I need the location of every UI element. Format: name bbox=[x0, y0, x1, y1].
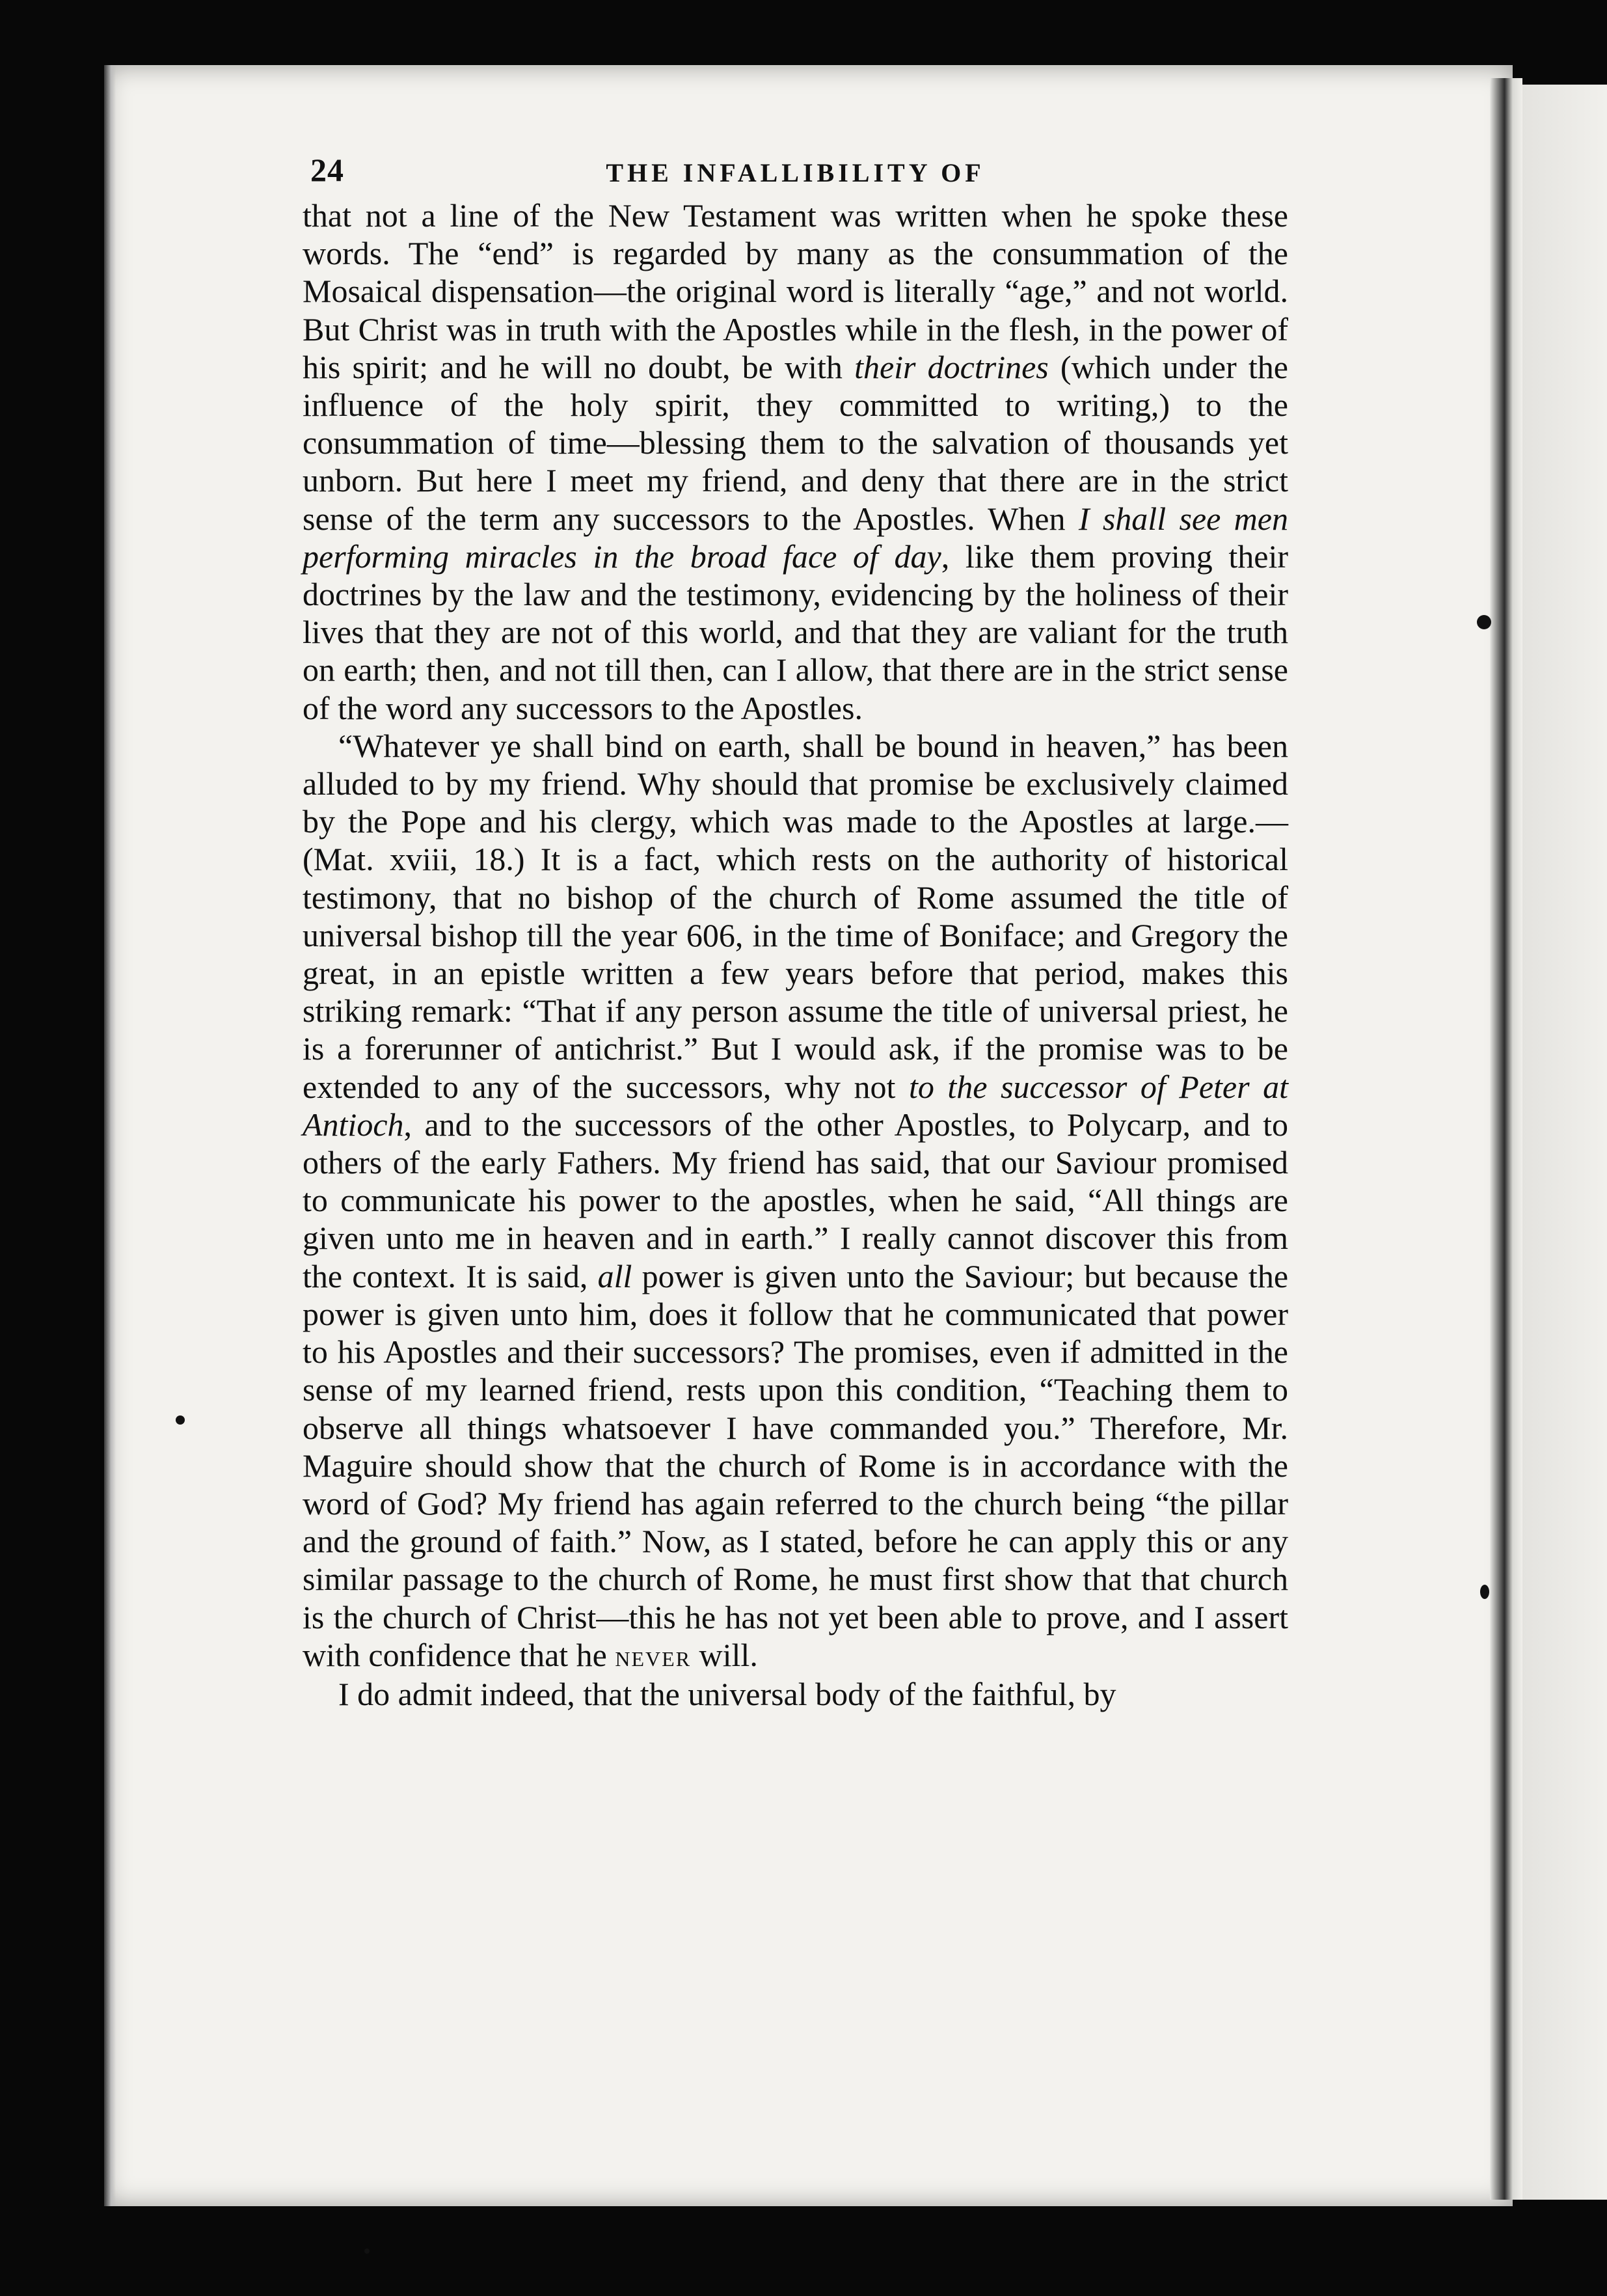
margin-speck bbox=[1480, 1585, 1489, 1599]
text-run: (which under the influence of the holy spirit, they committed to writing,) to the consummation of time—blessing them to the salvation of thousands yet unborn. But here I meet my friend, and deny that there are in the strict sense of the term any successors to the Apostles. When bbox=[303, 348, 1289, 537]
paragraph bbox=[303, 197, 1288, 727]
text-run: will. bbox=[691, 1636, 758, 1673]
running-header bbox=[303, 151, 1288, 197]
page-number: 24 bbox=[310, 152, 344, 188]
margin-speck bbox=[1477, 615, 1491, 629]
facing-page-edge bbox=[1522, 85, 1607, 2200]
italic-text: their doctrines bbox=[854, 348, 1049, 385]
paragraph bbox=[303, 1675, 1288, 1713]
text-run: “Whatever ye shall bind on earth, shall be bound in heaven,” has been alluded to by my friend. Why should that promise be exclusively claimed by the Pope and his clergy, which was made to the Apostles at large.—(Mat. xviii, 18.) It is a fact, which rests on the authority of historical testimony, that no bishop of the church of Rome assumed the title of universal bishop till the year 606, in the time of Boniface; and Gregory the great, in an epistle written a few years before that period, makes this striking remark: “That if any person assume the title of universal priest, he is a forerunner of antichrist.” But I would ask, if the promise was to be extended to any of the successors, why not bbox=[303, 727, 1288, 1105]
italic-text: I shall see men performing miracles in the broad face of day bbox=[303, 500, 1288, 575]
margin-speck bbox=[176, 1415, 185, 1425]
running-title: THE INFALLIBILITY OF bbox=[606, 158, 985, 187]
paragraph bbox=[303, 727, 1288, 1675]
text-run: that not a line of the New Testament was written when he spoke these words. The “end” is regarded by many as the consummation of the Mosaical dispensation—the original word is literally “age,” and not world. But Christ was in truth with the Apostles while in the flesh, in the power of his spirit; and he will no doubt, be with bbox=[303, 197, 1288, 385]
italic-text: all bbox=[597, 1257, 632, 1294]
italic-text: to the successor of Peter at Antioch bbox=[303, 1068, 1288, 1143]
text-run: power is given unto the Saviour; but because the power is given unto him, does it follow that he communicated that power to his Apostles and their successors? The promises, even if admitted in the sense of my learned friend, rests upon this condition, “Teaching them to observe all things whatsoever I have commanded you.” Therefore, Mr. Maguire should show that the church of Rome is in accordance with the word of God? My friend has again referred to the church being “the pillar and the ground of faith.” Now, as I stated, before he can apply this or any similar passage to the church of Rome, he must first show that that church is the church of Christ—this he has not yet been able to prove, and I assert with confidence that he bbox=[303, 1257, 1289, 1673]
page-shadow-edge bbox=[104, 65, 116, 2206]
book-gutter bbox=[1490, 78, 1522, 2200]
page-text bbox=[303, 151, 1288, 1713]
text-run: , and to the successors of the other Apostles, to Polycarp, and to others of the early Fathers. My friend has said, that our Saviour promised to communicate his power to the apostles, when he said, “All things are given unto me in heaven and in earth.” I really cannot discover this from the context. It is said, bbox=[303, 1106, 1288, 1294]
small-caps-text: never bbox=[615, 1639, 692, 1673]
text-run: I do admit indeed, that the universal body of the faithful, by bbox=[338, 1675, 1116, 1712]
text-run: , like them proving their doctrines by the law and the testimony, evidencing by the holiness of their lives that they are not of this world, and that they are valiant for the truth on earth; then, and not till then, can I allow, that there are in the strict sense of the word any successors to the Apostles. bbox=[303, 538, 1288, 726]
margin-speck bbox=[364, 2248, 370, 2254]
